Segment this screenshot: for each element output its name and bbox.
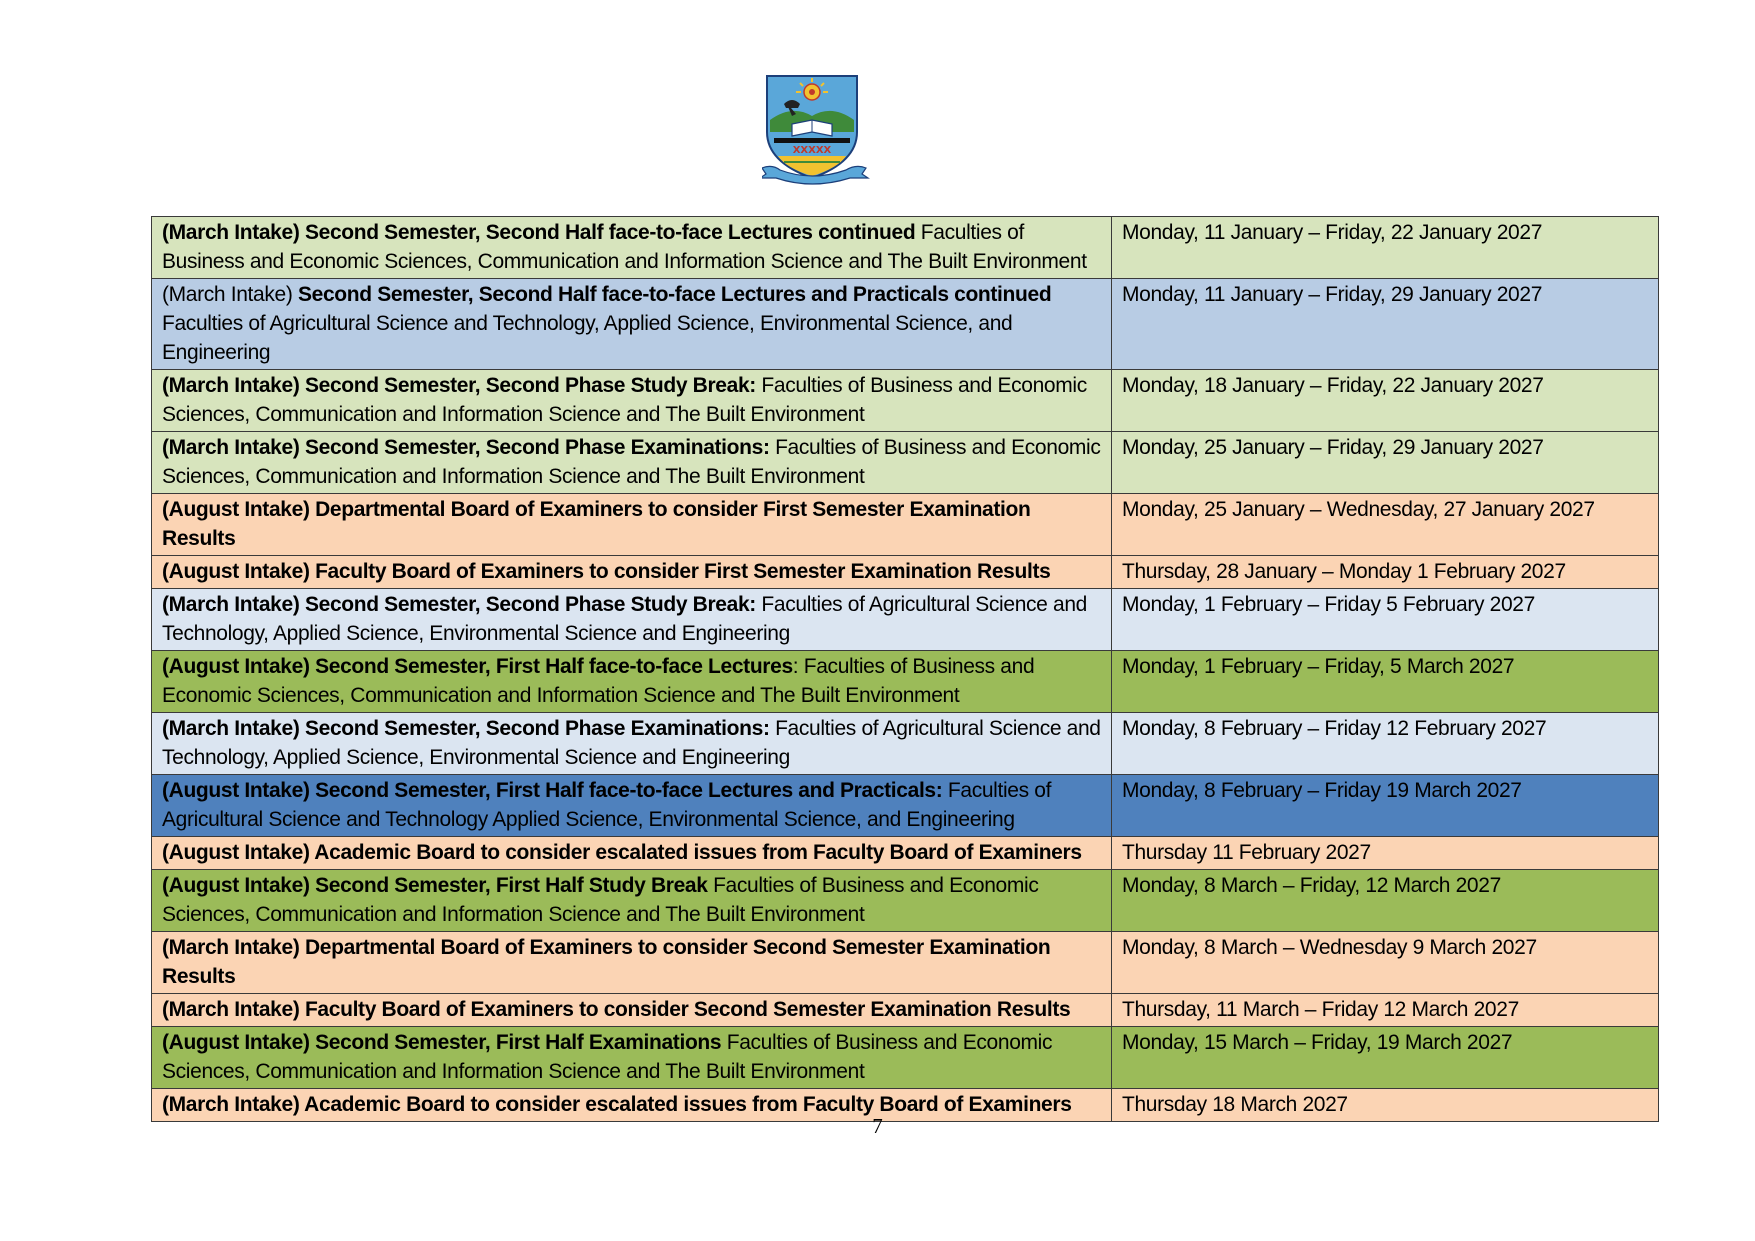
table-row	[152, 556, 1659, 589]
table-row	[152, 837, 1659, 870]
event-title: Faculty Board of Examiners to consider First Semester Examination Results	[315, 560, 1051, 583]
event-cell	[152, 589, 1112, 651]
event-detail: : Faculties of Business and Economic Sciences, Communication and Information Science and The Built Environment	[162, 655, 1035, 707]
event-title: Second Semester, Second Phase Study Break:	[304, 593, 756, 616]
event-title: Departmental Board of Examiners to consider First Semester Examination Results	[162, 498, 1031, 550]
intake-label: (March Intake)	[162, 283, 298, 306]
event-title: Departmental Board of Examiners to consider Second Semester Examination Results	[162, 936, 1051, 988]
event-title: Academic Board to consider escalated issues from Faculty Board of Examiners	[314, 841, 1082, 864]
table-row	[152, 217, 1659, 279]
date-cell: Monday, 8 March – Wednesday 9 March 2027	[1112, 932, 1659, 994]
date-cell: Monday, 25 January – Friday, 29 January 2027	[1112, 432, 1659, 494]
intake-label: (March Intake)	[162, 717, 305, 740]
event-cell	[152, 932, 1112, 994]
event-title: Second Semester, First Half face-to-face Lectures	[315, 655, 793, 678]
date-cell: Monday, 1 February – Friday 5 February 2027	[1112, 589, 1659, 651]
table-row	[152, 932, 1659, 994]
event-detail: Faculties of Business and Economic Sciences, Communication and Information Science and The Built Environment	[162, 874, 1039, 926]
event-cell	[152, 994, 1112, 1027]
event-cell	[152, 1027, 1112, 1089]
intake-label: (August Intake)	[162, 874, 316, 897]
intake-label: (August Intake)	[162, 498, 316, 521]
table-row	[152, 1027, 1659, 1089]
event-title: Second Semester, Second Phase Examinations:	[304, 436, 770, 459]
calendar-table-body	[152, 217, 1659, 1122]
academic-calendar-table	[151, 216, 1659, 1122]
intake-label: (August Intake)	[162, 779, 316, 802]
intake-label: (March Intake)	[162, 936, 305, 959]
intake-label: (March Intake)	[162, 998, 305, 1021]
event-cell	[152, 870, 1112, 932]
event-cell	[152, 279, 1112, 370]
event-cell	[152, 556, 1112, 589]
event-title: Faculty Board of Examiners to consider Second Semester Examination Results	[304, 998, 1071, 1021]
university-crest-logo	[762, 74, 880, 188]
event-detail: Faculties of Agricultural Science and Technology, Applied Science, Environmental Science and Engineering	[162, 593, 1087, 645]
event-cell	[152, 217, 1112, 279]
date-cell: Monday, 15 March – Friday, 19 March 2027	[1112, 1027, 1659, 1089]
event-title: Second Semester, Second Phase Examinations:	[304, 717, 770, 740]
event-title: Second Semester, Second Half face-to-face Lectures and Practicals continued	[297, 283, 1052, 306]
event-detail: Faculties of Business and Economic Sciences, Communication and Information Science and The Built Environment	[162, 374, 1087, 426]
crest-icon	[762, 74, 880, 188]
table-row	[152, 589, 1659, 651]
event-detail: Faculties of Business and Economic Sciences, Communication and Information Science and The Built Environment	[162, 1031, 1053, 1083]
event-cell	[152, 494, 1112, 556]
date-cell: Monday, 11 January – Friday, 29 January 2027	[1112, 279, 1659, 370]
table-row	[152, 994, 1659, 1027]
event-cell	[152, 651, 1112, 713]
event-detail: Faculties of Agricultural Science and Technology, Applied Science, Environmental Science and Engineering	[162, 717, 1101, 769]
event-cell	[152, 432, 1112, 494]
intake-label: (August Intake)	[162, 560, 316, 583]
date-cell: Monday, 8 February – Friday 19 March 2027	[1112, 775, 1659, 837]
page-number: 7	[872, 1114, 883, 1138]
event-detail: Faculties of Agricultural Science and Technology, Applied Science, Environmental Science, and Engineering	[162, 312, 1013, 364]
date-cell: Monday, 8 February – Friday 12 February 2027	[1112, 713, 1659, 775]
intake-label: (March Intake)	[162, 436, 305, 459]
event-cell	[152, 837, 1112, 870]
event-title: Second Semester, First Half Study Break	[315, 874, 708, 897]
event-cell	[152, 370, 1112, 432]
intake-label: (March Intake)	[162, 221, 305, 244]
date-cell: Thursday 11 February 2027	[1112, 837, 1659, 870]
date-cell: Thursday, 28 January – Monday 1 February 2027	[1112, 556, 1659, 589]
intake-label: (March Intake)	[162, 593, 305, 616]
date-cell: Monday, 18 January – Friday, 22 January 2027	[1112, 370, 1659, 432]
table-row	[152, 370, 1659, 432]
intake-label: (March Intake)	[162, 1093, 305, 1116]
event-title: Second Semester, First Half Examinations	[315, 1031, 722, 1054]
event-title: Second Semester, First Half face-to-face Lectures and Practicals:	[315, 779, 943, 802]
table-row	[152, 870, 1659, 932]
table-row	[152, 279, 1659, 370]
date-cell: Monday, 8 March – Friday, 12 March 2027	[1112, 870, 1659, 932]
date-cell: Monday, 1 February – Friday, 5 March 2027	[1112, 651, 1659, 713]
intake-label: (August Intake)	[162, 655, 316, 678]
intake-label: (March Intake)	[162, 374, 305, 397]
table-row	[152, 713, 1659, 775]
date-cell: Thursday, 11 March – Friday 12 March 2027	[1112, 994, 1659, 1027]
table-row	[152, 651, 1659, 713]
event-cell	[152, 775, 1112, 837]
intake-label: (August Intake)	[162, 1031, 316, 1054]
table-row	[152, 494, 1659, 556]
svg-text:XXXXX: XXXXX	[792, 145, 832, 156]
date-cell: Monday, 11 January – Friday, 22 January 2027	[1112, 217, 1659, 279]
intake-label: (August Intake)	[162, 841, 315, 864]
event-cell	[152, 713, 1112, 775]
event-detail: Faculties of Business and Economic Sciences, Communication and Information Science and The Built Environment	[162, 221, 1087, 273]
table-row	[152, 432, 1659, 494]
event-title: Academic Board to consider escalated issues from Faculty Board of Examiners	[304, 1093, 1072, 1116]
event-detail: Faculties of Agricultural Science and Technology Applied Science, Environmental Science, and Engineering	[162, 779, 1052, 831]
event-title: Second Semester, Second Phase Study Break:	[304, 374, 756, 397]
event-detail: Faculties of Business and Economic Sciences, Communication and Information Science and The Built Environment	[162, 436, 1101, 488]
event-title: Second Semester, Second Half face-to-face Lectures continued	[304, 221, 916, 244]
date-cell: Thursday 18 March 2027	[1112, 1089, 1659, 1122]
date-cell: Monday, 25 January – Wednesday, 27 January 2027	[1112, 494, 1659, 556]
table-row	[152, 775, 1659, 837]
